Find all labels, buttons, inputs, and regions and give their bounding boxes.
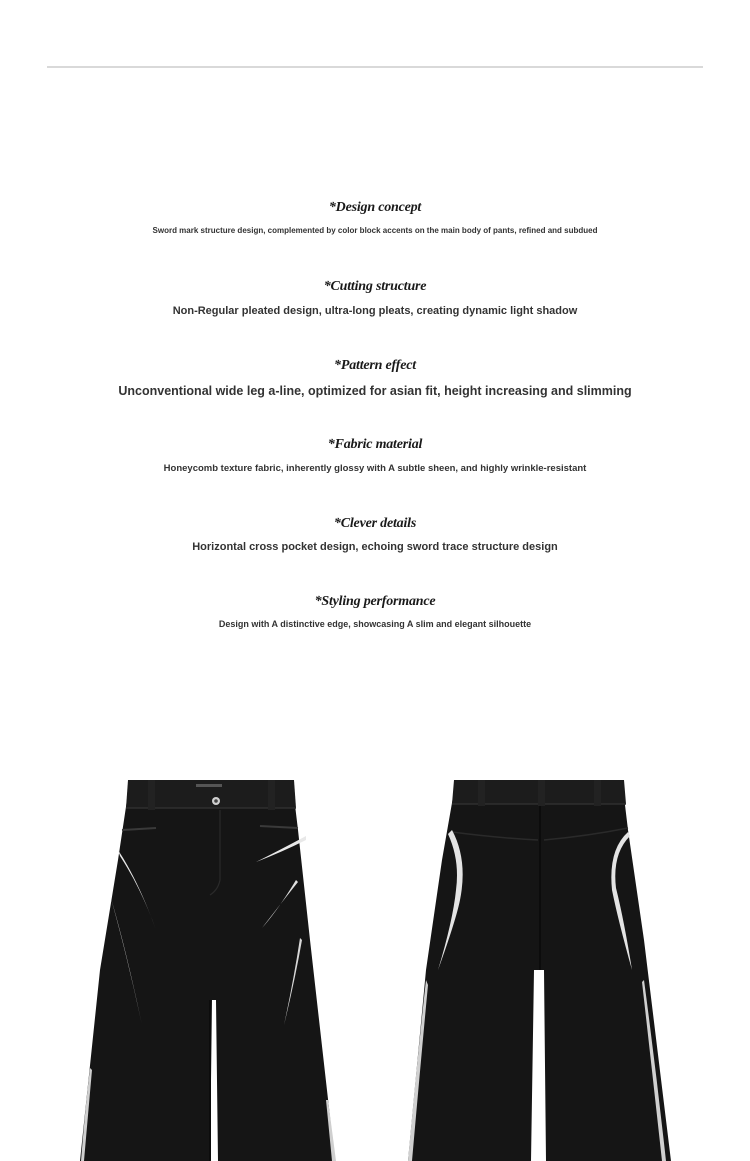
- section-clever-details: [0, 515, 750, 553]
- section-design-concept: [0, 199, 750, 235]
- section-text: Sword mark structure design, complemented by color block accents on the main body of pants, refined and subdued: [152, 226, 598, 235]
- section-title: *Clever details: [333, 516, 417, 531]
- section-cutting-structure: [0, 278, 750, 317]
- section-title: *Design concept: [328, 200, 422, 215]
- section-text: Design with A distinctive edge, showcasing A slim and elegant silhouette: [218, 619, 532, 629]
- pants-front-image: [70, 770, 360, 1161]
- section-text: Unconventional wide leg a-line, optimized for asian fit, height increasing and slimming: [118, 384, 632, 398]
- section-title: *Styling performance: [314, 594, 436, 609]
- section-styling-performance: [0, 593, 750, 629]
- section-title: *Pattern effect: [334, 358, 416, 373]
- section-text: Honeycomb texture fabric, inherently glossy with A subtle sheen, and highly wrinkle-resistant: [163, 463, 587, 474]
- section-title: *Cutting structure: [323, 279, 427, 294]
- section-fabric-material: [0, 436, 750, 474]
- section-title: *Fabric material: [327, 437, 423, 452]
- section-pattern-effect: [0, 357, 750, 398]
- section-text: Non-Regular pleated design, ultra-long pleats, creating dynamic light shadow: [172, 305, 578, 317]
- top-divider: [47, 66, 703, 68]
- pants-back-image: [398, 770, 688, 1161]
- section-text: Horizontal cross pocket design, echoing sword trace structure design: [192, 541, 558, 553]
